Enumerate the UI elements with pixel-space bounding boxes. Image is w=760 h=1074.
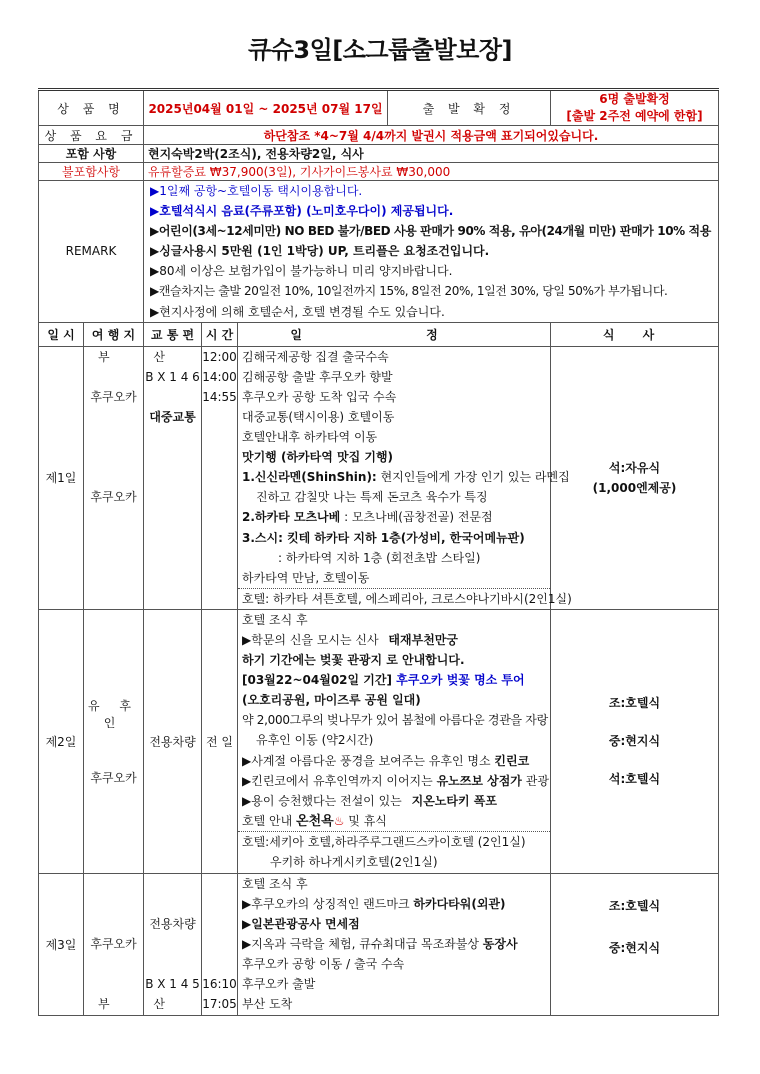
day1-hotel: 호텔: 하카타 셔튼호텔, 에스페리아, 크로스야나기바시(2인1실) [238, 588, 550, 609]
day1-row [39, 346, 719, 609]
col-header-transport: 교 통 편 [144, 322, 202, 346]
day3-place: 부 산 [98, 996, 185, 1011]
remark-label: REMARK [39, 181, 144, 323]
schedule-line: 하기 기간에는 벚꽃 관광지 로 안내합니다. [242, 653, 465, 668]
schedule-line: 유후인 이동 (약2시간) [256, 733, 374, 748]
remark-item: ▶80세 이상은 보험가입이 불가능하니 미리 양지바랍니다. [150, 264, 453, 279]
restaurant-desc: : 모츠나베(곱창전골) 전문점 [344, 510, 493, 525]
day2-place: 후쿠오카 [90, 770, 137, 785]
remark-item: ▶어린이(3세~12세미만) NO BED 불가/BED 사용 판매가 90% 적용, 유아(24개월 미만) 판매가 10% 적용 [150, 224, 711, 239]
restaurant-desc: 현지인들에게 가장 인기 있는 라멘집 [380, 470, 570, 485]
day1-time: 14:00 [202, 369, 237, 384]
meal-item: 중:현지식 [608, 734, 661, 749]
schedule-line: ▶사계절 아름다운 풍경을 보여주는 유후인 명소 킨린코 [242, 753, 530, 768]
day3-flight: B X 1 4 5 [145, 976, 200, 991]
day3-meals [551, 873, 719, 1015]
day1-place: 후쿠오카 [90, 389, 137, 404]
included-label: 포함 사항 [39, 145, 144, 163]
remark-item: ▶캔슬차지는 출발 20일전 10%, 10일전까지 15%, 8일전 20%, 1일전 30%, 당일 50%가 부가됩니다. [150, 284, 668, 299]
excluded-value: 유류할증료 ₩37,900(3일), 기사가이드봉사료 ₩30,000 [144, 163, 719, 181]
schedule-line: ▶일본관광공사 면세점 [242, 917, 360, 932]
day2-places [84, 609, 144, 873]
meal-item: 석:자유식 [608, 460, 661, 475]
page-title: 큐슈3일[소그룹출발보장] [248, 36, 512, 64]
remark-item: ▶1일째 공항~호텔이동 택시이용합니다. [150, 184, 363, 198]
day3-vehicle: 전용차량 [149, 916, 196, 931]
sight-name: 킨린코 [494, 753, 530, 768]
hotel-line: 우키하 하나게시키호텔(2인1실) [270, 855, 438, 869]
remark-item: ▶싱글사용시 5만원 (1인 1박당) UP, 트리플은 요청조건입니다. [150, 244, 490, 259]
schedule-line: 호텔안내후 하카타역 이동 [242, 430, 378, 445]
sight-name: 유노쯔보 상점가 [436, 773, 522, 788]
schedule-line: 호텔 조식 후 [242, 612, 308, 627]
remark-item: ▶호텔석식시 음료(주류포함) (노미호우다이) 제공됩니다. [150, 204, 454, 219]
day1-meals [551, 346, 719, 609]
restaurant-name: 2.하카타 모츠나베 [242, 510, 341, 525]
schedule-line: 대중교통(택시이용) 호텔이동 [242, 409, 395, 424]
day1-place: 부 산 [98, 349, 185, 364]
day3-schedule [238, 873, 551, 1015]
day1-label: 제1일 [39, 346, 84, 609]
schedule-line: 후쿠오카 공항 도착 입국 수속 [242, 389, 397, 404]
schedule-line: (오호리공원, 마이즈루 공원 일대) [242, 693, 421, 708]
col-header-time: 시 간 [202, 322, 238, 346]
departure-status [551, 90, 719, 126]
schedule-line: 하카타역 만남, 호텔이동 [242, 570, 370, 585]
meal-item: (1,000엔제공) [592, 480, 677, 495]
day1-transport-local: 대중교통 [149, 409, 196, 424]
day1-time: 14:55 [202, 389, 237, 404]
schedule-line: 3.스시: 킷테 하카타 지하 1층(가성비, 한국어메뉴판) [242, 530, 525, 545]
departure-label: 출 발 확 정 [388, 90, 551, 126]
day2-schedule [238, 609, 551, 873]
travel-period: 2025년04월 01일 ~ 2025년 07월 17일 [144, 90, 388, 126]
day2-hotel [238, 831, 550, 872]
day3-row [39, 873, 719, 1015]
product-name-label: 상 품 명 [39, 90, 144, 126]
day1-time: 12:00 [202, 349, 237, 364]
schedule-line: 맛기행 (하카타역 맛집 기행) [242, 450, 394, 465]
sight-name: 하카다타워(외관) [413, 896, 506, 911]
day3-times [202, 873, 238, 1015]
schedule-line: [03월22~04월02일 기간] 후쿠오카 벚꽃 명소 투어 [242, 673, 525, 688]
schedule-line [242, 507, 546, 527]
meal-item: 중:현지식 [608, 940, 661, 955]
col-header-place: 여 행 지 [84, 322, 144, 346]
col-header-meal: 식 사 [551, 322, 719, 346]
day1-transport [144, 346, 202, 609]
departure-status-line1: 6명 출발확정 [599, 92, 670, 106]
schedule-line [242, 467, 570, 487]
schedule-line: 김해공항 출발 후쿠오카 향발 [242, 369, 393, 384]
day1-times [202, 346, 238, 609]
day3-label: 제3일 [39, 873, 84, 1015]
sight-name: 지온노타키 폭포 [411, 793, 497, 808]
onsen-label: 온천욕 [296, 813, 334, 829]
price-note: 하단참조 *4~7월 4/4까지 발권시 적용금액 표기되어있습니다. [144, 126, 719, 145]
excluded-label: 불포함사항 [39, 163, 144, 181]
sight-name: 태재부천만궁 [388, 632, 458, 647]
schedule-line: 호텔 조식 후 [242, 876, 308, 891]
price-label: 상 품 요 금 [39, 126, 144, 145]
remark-item: ▶현지사정에 의해 호텔순서, 호텔 변경될 수도 있습니다. [150, 304, 445, 319]
schedule-line: 김해국제공항 집결 출국수속 [242, 349, 389, 364]
schedule-line: ▶학문의 신을 모시는 신사 태재부천만궁 [242, 632, 458, 647]
restaurant-name: 1.신신라멘(ShinShin): [242, 470, 377, 485]
schedule-line: ▶용이 승천했다는 전설이 있는 지온노타키 폭포 [242, 793, 497, 808]
day3-time: 17:05 [202, 996, 237, 1011]
meal-item: 조:호텔식 [608, 696, 661, 711]
hot-spring-icon: ♨ [333, 813, 345, 828]
day1-flight: B X 1 4 6 [145, 369, 200, 384]
schedule-line: : 하카타역 지하 1층 (회전초밥 스타일) [278, 550, 481, 565]
day2-meals [551, 609, 719, 873]
day2-row [39, 609, 719, 873]
schedule-line: ▶후쿠오카의 상징적인 랜드마크 하카다타워(외관) [242, 896, 506, 911]
schedule-line: ▶킨린코에서 유후인역까지 이어지는 유노쯔보 상점가 관광 [242, 773, 549, 788]
remark-list [144, 181, 719, 323]
schedule-line: 후쿠오카 공항 이동 / 출국 수속 [242, 957, 405, 972]
schedule-line: 약 2,000그루의 벚나무가 있어 봄철에 아름다운 경관을 자랑 [242, 713, 548, 728]
day3-transport [144, 873, 202, 1015]
col-header-schedule: 일 정 [238, 322, 551, 346]
day2-time: 전 일 [202, 609, 238, 873]
col-header-day: 일 시 [39, 322, 84, 346]
meal-item: 조:호텔식 [608, 898, 661, 913]
included-value: 현지숙박2박(2조식), 전용차량2일, 식사 [144, 145, 719, 163]
schedule-line: 진하고 감칠맛 나는 특제 돈코츠 육수가 특징 [256, 490, 488, 505]
sight-name: 동장사 [482, 937, 518, 952]
day1-place: 후쿠오카 [90, 489, 137, 504]
day3-place: 후쿠오카 [90, 936, 137, 951]
day2-label: 제2일 [39, 609, 84, 873]
day3-time: 16:10 [202, 976, 237, 991]
day2-transport: 전용차량 [144, 609, 202, 873]
hotel-line: 호텔:세키아 호텔,하라주루그랜드스카이호텔 (2인1실) [242, 834, 526, 849]
schedule-line: 호텔 안내 온천욕♨ 및 휴식 [242, 813, 387, 829]
schedule-line: 부산 도착 [242, 997, 293, 1012]
day2-place: 유 후 인 [88, 698, 139, 730]
schedule-line: 후쿠오카 출발 [242, 977, 316, 992]
departure-status-line2: [출발 2주전 예약에 한함] [566, 109, 703, 123]
day1-schedule [238, 346, 572, 609]
sight-name: 후쿠오카 벚꽃 명소 투어 [396, 673, 525, 688]
itinerary-document [38, 88, 719, 1016]
schedule-line: ▶지옥과 극락을 체험, 큐슈최대급 목조좌불상 동장사 [242, 937, 518, 952]
meal-item: 석:호텔식 [608, 772, 661, 787]
